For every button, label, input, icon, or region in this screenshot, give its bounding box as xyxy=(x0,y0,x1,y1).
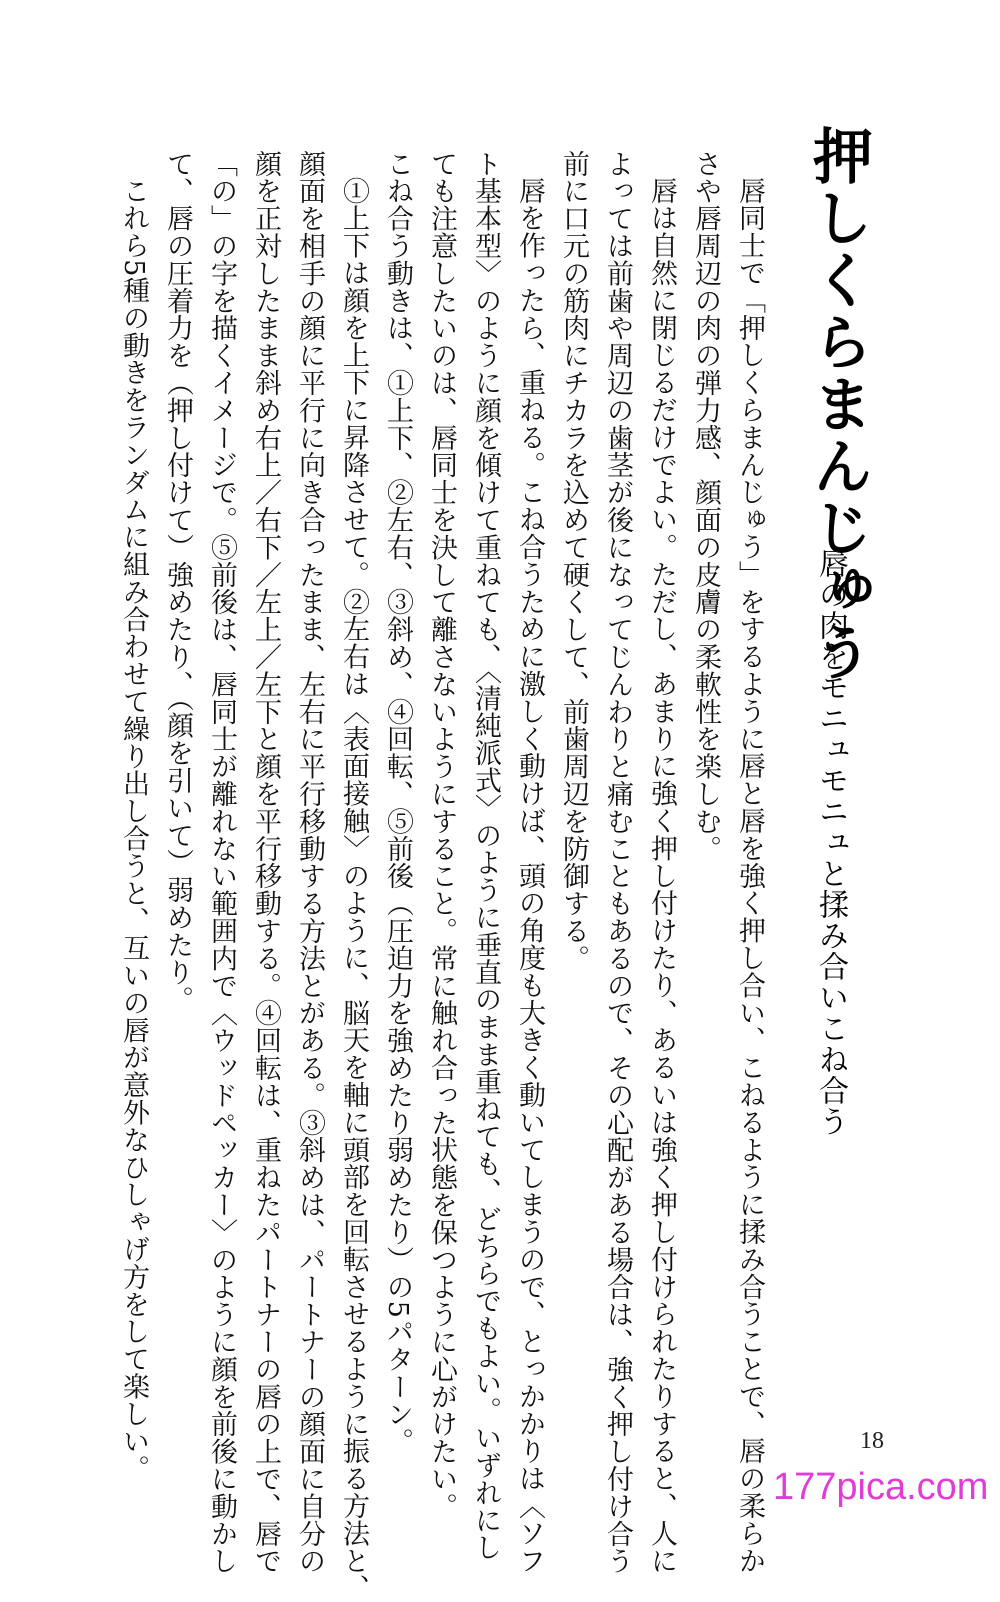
body-column: 前に口元の筋肉にチカラを込めて硬くして、前歯周辺を防御する。 xyxy=(558,150,589,972)
body-column: ても注意したいのは、唇同士を決して離さないようにすること。常に触れ合った状態を保つように心がけたい。 xyxy=(426,150,457,1520)
body-column: 唇を作ったら、重ねる。こね合うために激しく動けば、頭の角度も大きく動いてしまうので、とっかかりは〈ソフ xyxy=(514,177,545,1575)
page-title: 押しくらまんじゅう xyxy=(803,125,873,683)
body-column: これら5種の動きをランダムに組み合わせて繰り出し合うと、互いの唇が意外なひしゃげ方をして楽しい。 xyxy=(118,177,149,1483)
body-column: 唇同士で「押しくらまんじゅう」をするように唇と唇を強く押し合い、こねるように揉み合うことで、唇の柔らか xyxy=(734,177,765,1575)
body-column: 唇は自然に閉じるだけでよい。ただし、あまりに強く押し付けたり、あるいは強く押し付けられたりすると、人に xyxy=(646,177,677,1575)
body-column: よっては前歯や周辺の歯茎が後になってじんわりと痛むこともあるので、その心配がある場合は、強く押し付け合う xyxy=(602,150,633,1575)
body-column: こね合う動きは、①上下、②左右、③斜め、④回転、⑤前後（圧迫力を強めたり弱めたり）の5パターン。 xyxy=(382,150,413,1456)
body-column: て、唇の圧着力を（押し付けて）強めたり、（顔を引いて）弱めたり。 xyxy=(162,150,193,1014)
body-column: ト基本型〉のように顔を傾けて重ねても、〈清純派式〉のように垂直のまま重ねても、どちらでもよい。いずれにし xyxy=(470,150,501,1562)
body-column: 顔面を相手の顔に平行に向き合ったまま、左右に平行移動する方法とがある。③斜めは、パートナーの顔面に自分の xyxy=(294,150,325,1575)
body-column: ①上下は顔を上下に昇降させて。②左右は〈表面接触〉のように、脳天を軸に頭部を回転させるように振る方法と、 xyxy=(338,177,369,1602)
page-number: 18 xyxy=(860,1428,884,1454)
body-column: 「の」の字を描くイメージで。⑤前後は、唇同士が離れない範囲内で〈ウッドペッカー〉のように顔を前後に動かし xyxy=(206,150,237,1575)
body-column: さや唇周辺の肉の弾力感、顔面の皮膚の柔軟性を楽しむ。 xyxy=(690,150,721,863)
page-subtitle: 唇の肉をモニュモニュと揉み合いこね合う xyxy=(813,548,848,1137)
body-column: 顔を正対したまま斜め右上／右下／左上／左下と顔を平行移動する。④回転は、重ねたパートナーの唇の上で、唇で xyxy=(250,150,281,1575)
watermark: 177pica.com xyxy=(773,1466,989,1508)
